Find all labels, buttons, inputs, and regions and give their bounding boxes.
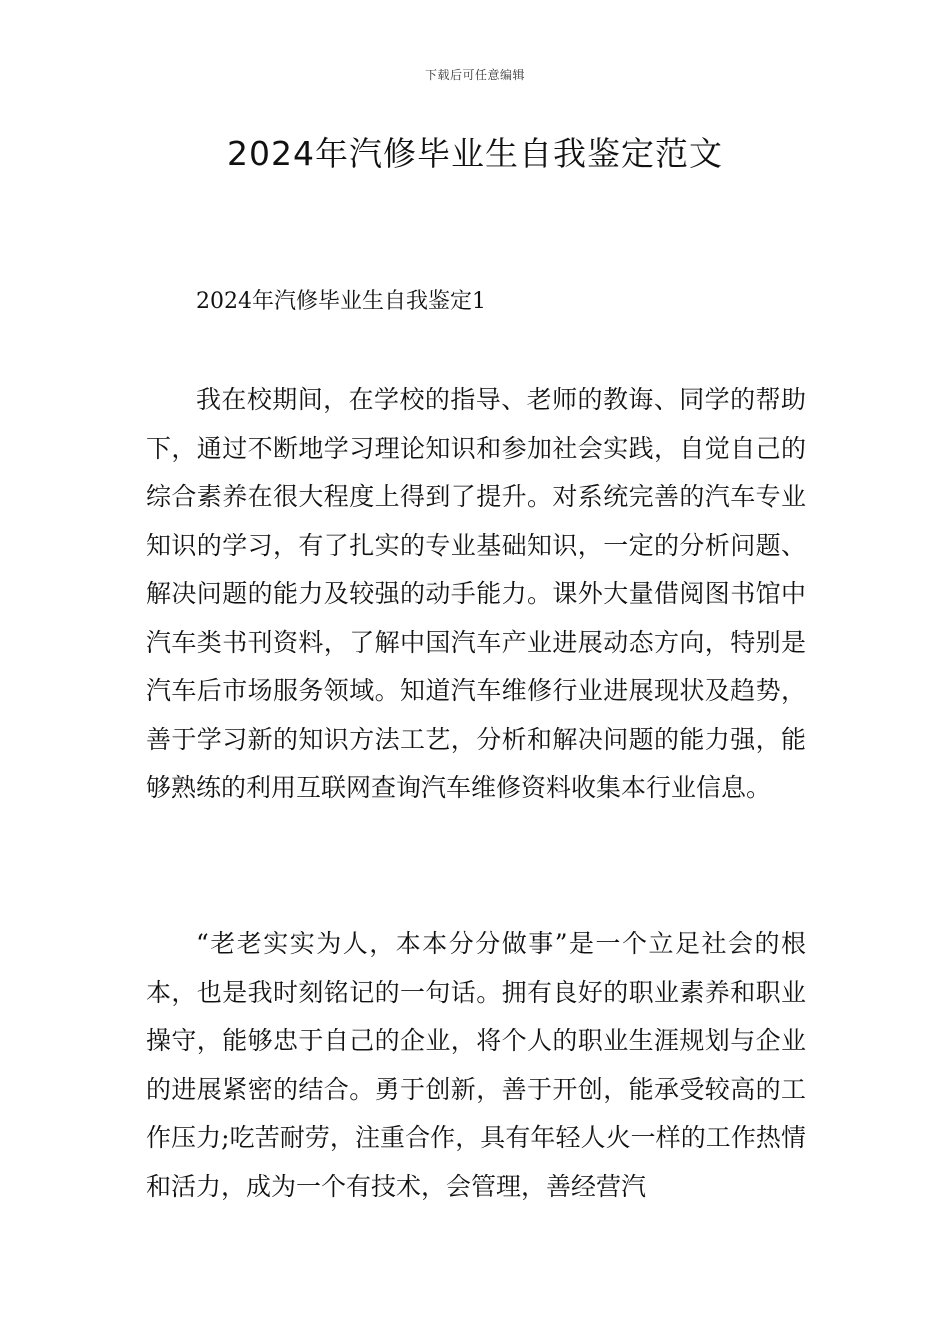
header-note: 下载后可任意编辑: [424, 68, 525, 82]
document-title: 2024年汽修毕业生自我鉴定范文: [227, 134, 723, 173]
section-heading: 2024年汽修毕业生自我鉴定1: [196, 289, 486, 314]
paragraph-2: “老老实实为人，本本分分做事”是一个立足社会的根本，也是我时刻铭记的一句话。拥有良好的职业素养和职业操守，能够忠于自己的企业，将个人的职业生涯规划与企业的进展紧密的结合。勇于创新，善于开创，能承受较高的工作压力;吃苦耐劳，注重合作，具有年轻人火一样的工作热情和活力，成为一个有技术，会管理，善经营汽: [146, 929, 806, 1201]
paragraph-1: 我在校期间，在学校的指导、老师的教诲、同学的帮助下，通过不断地学习理论知识和参加社会实践，自觉自己的综合素养在很大程度上得到了提升。对系统完善的汽车专业知识的学习，有了扎实的专业基础知识，一定的分析问题、解决问题的能力及较强的动手能力。课外大量借阅图书馆中汽车类书刊资料，了解中国汽车产业进展动态方向，特别是汽车后市场服务领域。知道汽车维修行业进展现状及趋势，善于学习新的知识方法工艺，分析和解决问题的能力强，能够熟练的利用互联网查询汽车维修资料收集本行业信息。: [146, 385, 806, 802]
